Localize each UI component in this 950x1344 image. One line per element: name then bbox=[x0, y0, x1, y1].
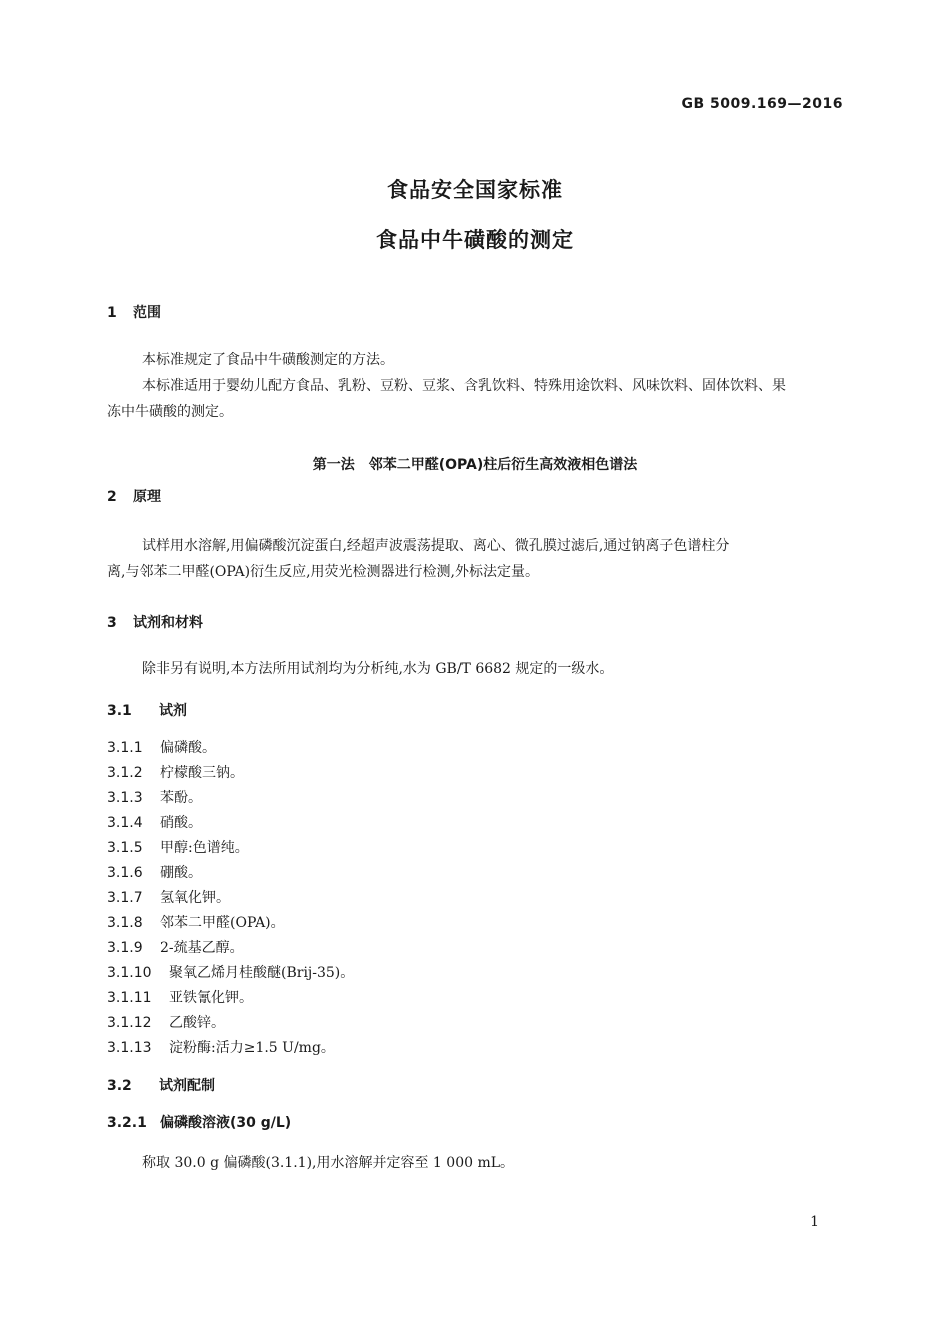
item-number: 3.1.8 bbox=[107, 915, 143, 931]
list-item bbox=[107, 937, 244, 957]
section-number: 3.1 bbox=[107, 703, 132, 719]
principle-paragraph bbox=[107, 533, 843, 585]
document-title: 食品安全国家标准 bbox=[387, 178, 563, 202]
section-heading-3-1 bbox=[107, 700, 187, 720]
item-number: 3.1.12 bbox=[107, 1015, 152, 1031]
item-text: 氢氧化钾。 bbox=[160, 890, 230, 906]
section-heading-3-2-1 bbox=[107, 1112, 291, 1132]
list-item bbox=[107, 812, 202, 832]
method-title: 第一法 邻苯二甲醛(OPA)柱后衍生高效液相色谱法 bbox=[312, 457, 638, 473]
document-subtitle: 食品中牛磺酸的测定 bbox=[376, 228, 574, 252]
standard-code: GB 5009.169—2016 bbox=[681, 96, 843, 112]
page-number: 1 bbox=[810, 1214, 819, 1230]
section-number: 3 bbox=[107, 615, 117, 631]
item-number: 3.1.3 bbox=[107, 790, 143, 806]
item-text: 乙酸锌。 bbox=[169, 1015, 225, 1031]
list-item bbox=[107, 1012, 225, 1032]
item-number: 3.1.10 bbox=[107, 965, 152, 981]
item-text: 聚氧乙烯月桂酸醚(Brij-35)。 bbox=[169, 965, 355, 981]
section-heading-3-2 bbox=[107, 1075, 215, 1095]
scope-paragraph-1: 本标准规定了食品中牛磺酸测定的方法。 bbox=[142, 352, 394, 368]
scope-paragraph-2 bbox=[107, 373, 843, 425]
list-item bbox=[107, 737, 216, 757]
item-text: 淀粉酶:活力≥1.5 U/mg。 bbox=[169, 1040, 335, 1056]
item-text: 邻苯二甲醛(OPA)。 bbox=[160, 915, 285, 931]
item-text: 甲醇:色谱纯。 bbox=[160, 840, 249, 856]
reagents-intro: 除非另有说明,本方法所用试剂均为分析纯,水为 GB/T 6682 规定的一级水。 bbox=[142, 661, 614, 677]
list-item bbox=[107, 887, 230, 907]
item-number: 3.1.4 bbox=[107, 815, 143, 831]
section-title: 原理 bbox=[133, 489, 161, 505]
item-text: 硝酸。 bbox=[160, 815, 202, 831]
list-item bbox=[107, 962, 354, 982]
solution-paragraph: 称取 30.0 g 偏磷酸(3.1.1),用水溶解并定容至 1 000 mL。 bbox=[142, 1155, 515, 1171]
item-text: 硼酸。 bbox=[160, 865, 202, 881]
paragraph-line: 试样用水溶解,用偏磷酸沉淀蛋白,经超声波震荡提取、离心、微孔膜过滤后,通过钠离子色谱柱分 bbox=[142, 538, 730, 554]
item-text: 2-巯基乙醇。 bbox=[160, 940, 244, 956]
section-heading-reagents bbox=[107, 612, 203, 632]
section-title: 试剂和材料 bbox=[133, 615, 203, 631]
list-item bbox=[107, 987, 253, 1007]
section-number: 1 bbox=[107, 305, 117, 321]
paragraph-line: 离,与邻苯二甲醛(OPA)衍生反应,用荧光检测器进行检测,外标法定量。 bbox=[107, 564, 539, 580]
list-item bbox=[107, 912, 285, 932]
item-text: 柠檬酸三钠。 bbox=[160, 765, 244, 781]
item-number: 3.1.11 bbox=[107, 990, 152, 1006]
section-number: 3.2 bbox=[107, 1078, 132, 1094]
paragraph-line: 本标准适用于婴幼儿配方食品、乳粉、豆粉、豆浆、含乳饮料、特殊用途饮料、风味饮料、固体饮料、果 bbox=[142, 378, 786, 394]
section-title: 试剂配制 bbox=[159, 1078, 215, 1094]
section-number: 3.2.1 bbox=[107, 1115, 147, 1131]
item-number: 3.1.7 bbox=[107, 890, 143, 906]
paragraph-line: 冻中牛磺酸的测定。 bbox=[107, 404, 233, 420]
item-number: 3.1.6 bbox=[107, 865, 143, 881]
item-number: 3.1.2 bbox=[107, 765, 143, 781]
item-text: 亚铁氰化钾。 bbox=[169, 990, 253, 1006]
section-heading-principle bbox=[107, 486, 161, 506]
item-text: 偏磷酸。 bbox=[160, 740, 216, 756]
section-heading-scope bbox=[107, 302, 161, 322]
section-title: 试剂 bbox=[159, 703, 187, 719]
item-number: 3.1.9 bbox=[107, 940, 143, 956]
list-item bbox=[107, 787, 202, 807]
list-item bbox=[107, 762, 244, 782]
item-number: 3.1.13 bbox=[107, 1040, 152, 1056]
list-item bbox=[107, 837, 249, 857]
section-title: 范围 bbox=[133, 305, 161, 321]
item-number: 3.1.5 bbox=[107, 840, 143, 856]
section-number: 2 bbox=[107, 489, 117, 505]
item-text: 苯酚。 bbox=[160, 790, 202, 806]
list-item bbox=[107, 862, 202, 882]
section-title: 偏磷酸溶液(30 g/L) bbox=[160, 1115, 292, 1131]
item-number: 3.1.1 bbox=[107, 740, 143, 756]
list-item bbox=[107, 1037, 335, 1057]
